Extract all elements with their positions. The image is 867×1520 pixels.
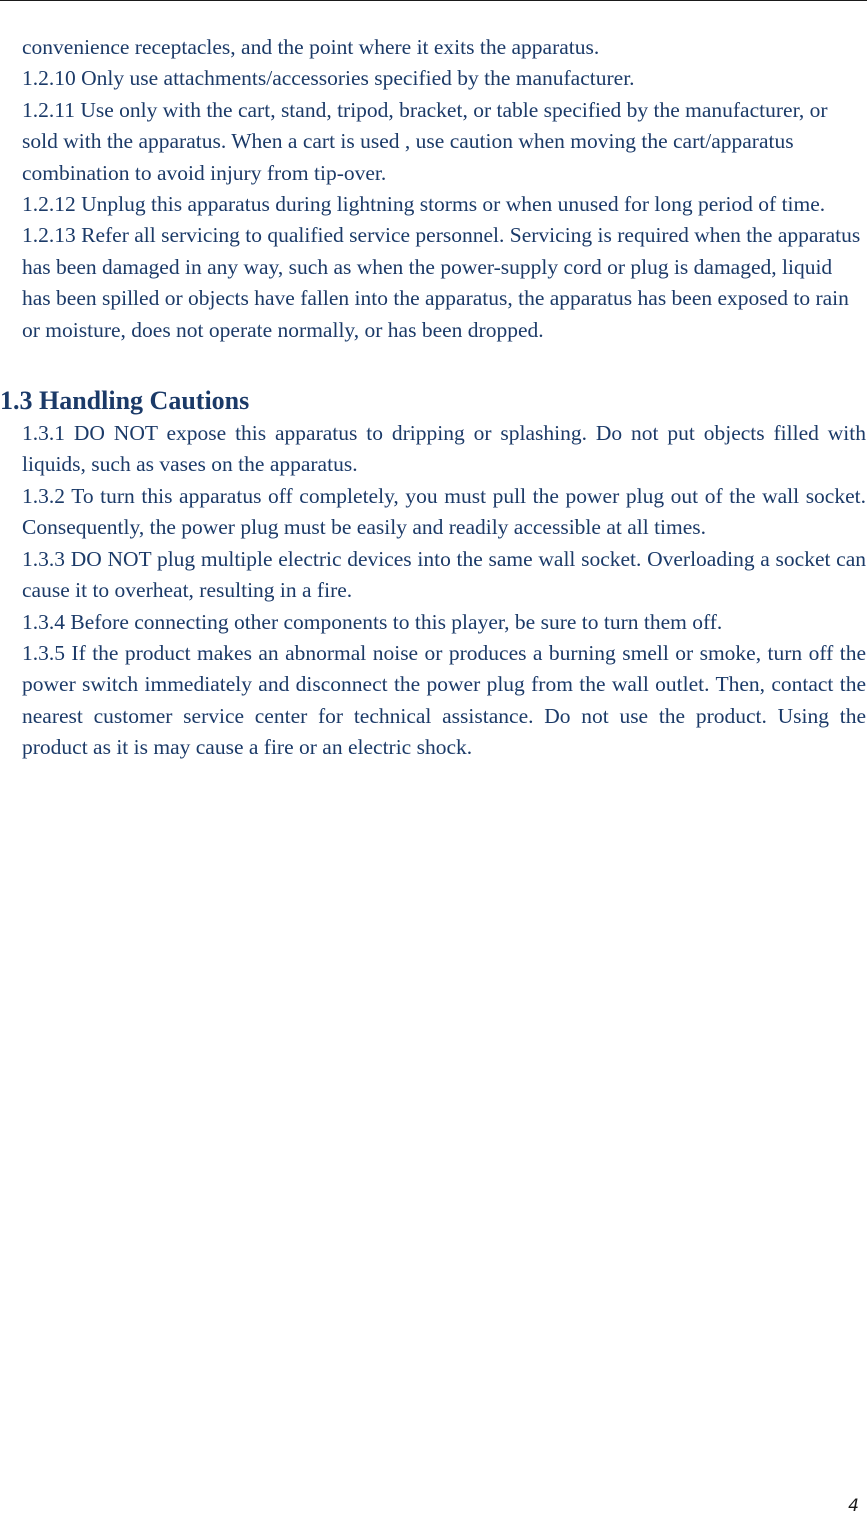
section-1-2-continued <box>0 32 867 346</box>
list-item: 1.3.5 If the product makes an abnormal noise or produces a burning smell or smoke, turn off the power switch immediately and disconnect the power plug from the wall outlet. Then, contact the nearest customer service center for technical assistance. Do not use the product. Using the product as it is may cause a fire or an electric shock. <box>22 640 866 760</box>
list-item: 1.3.1 DO NOT expose this apparatus to dripping or splashing. Do not put objects filled with liquids, such as vases on the apparatus. <box>22 421 866 477</box>
section-heading: 1.3 Handling Cautions <box>0 386 250 416</box>
top-rule <box>0 0 867 1</box>
list-item: 1.3.4 Before connecting other components to this player, be sure to turn them off. <box>22 609 723 634</box>
list-item: 1.2.10 Only use attachments/accessories specified by the manufacturer. <box>22 66 635 91</box>
list-item: 1.3.3 DO NOT plug multiple electric devices into the same wall socket. Overloading a socket can cause it to overheat, resulting in a fire. <box>22 546 866 603</box>
page-number: 4 <box>848 1496 859 1516</box>
section-spacer <box>0 346 867 384</box>
list-item: convenience receptacles, and the point where it exits the apparatus. <box>22 35 600 59</box>
section-1-3-body <box>0 418 867 763</box>
list-item: 1.2.12 Unplug this apparatus during lightning storms or when unused for long period of time. <box>22 192 826 217</box>
list-item: 1.2.13 Refer all servicing to qualified service personnel. Servicing is required when the apparatus has been damaged in any way, such as when the power-supply cord or plug is damaged, liquid has been spilled or objects have fallen into the apparatus, the apparatus has been exposed to rain or moisture, does not operate normally, or has been dropped. <box>22 223 861 342</box>
list-item: 1.3.2 To turn this apparatus off completely, you must pull the power plug out of the wall socket. Consequently, the power plug must be easily and readily accessible at all times. <box>22 483 866 540</box>
list-item: 1.2.11 Use only with the cart, stand, tripod, bracket, or table specified by the manufacturer, or sold with the apparatus. When a cart is used , use caution when moving the cart/apparatus combination to avoid injury from tip-over. <box>22 97 828 185</box>
page-content <box>0 32 867 764</box>
